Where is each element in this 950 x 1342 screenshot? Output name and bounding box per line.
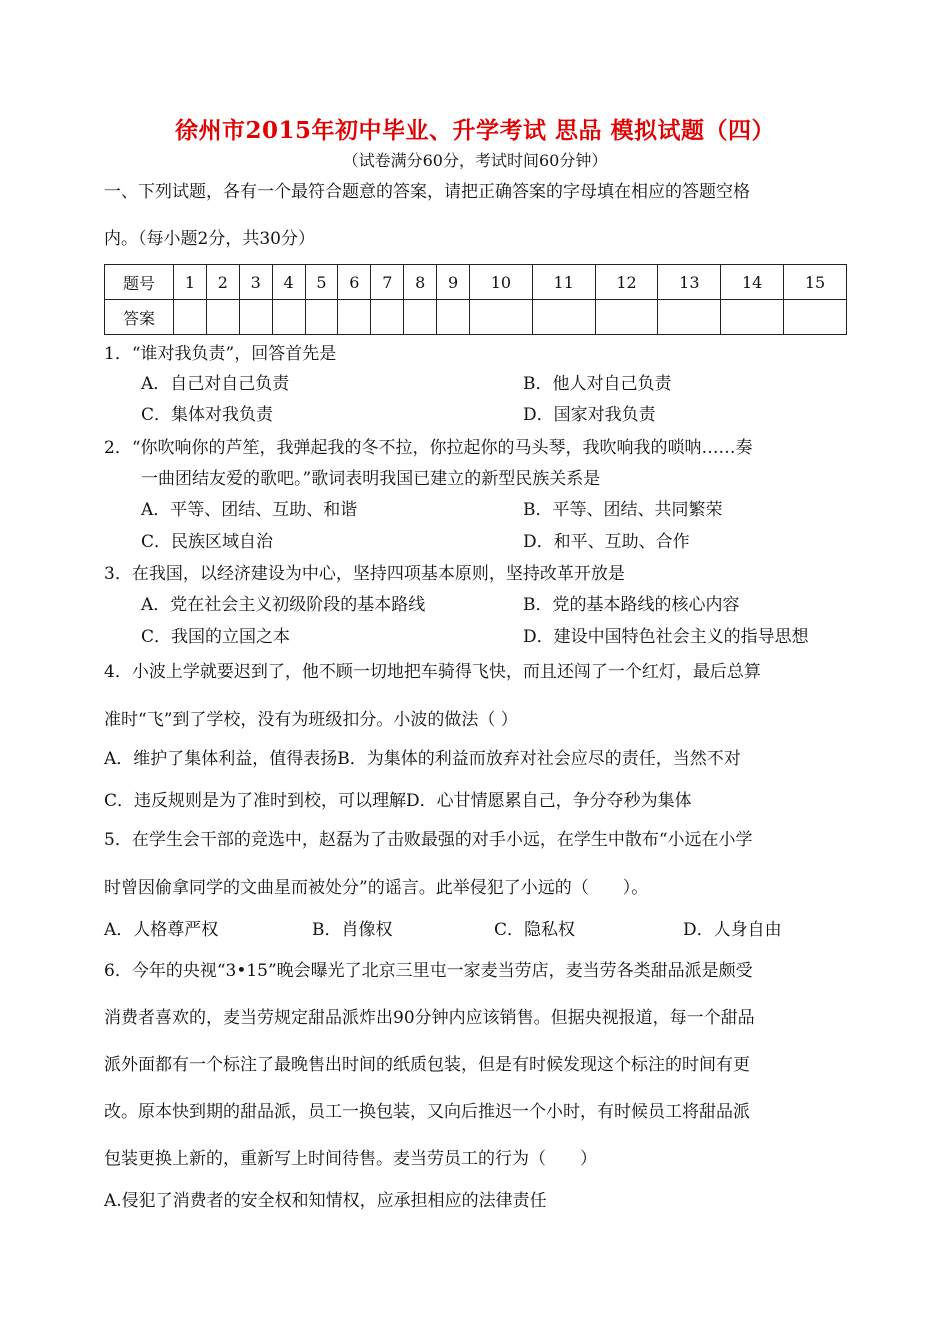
- q6-stem-line-2: 消费者喜欢的，麦当劳规定甜品派炸出90分钟内应该销售。但据央视报道，每一个甜品: [104, 1008, 755, 1028]
- answer-cell[interactable]: [532, 300, 595, 335]
- q3-stem: 3．在我国，以经济建设为中心，坚持四项基本原则，坚持改革开放是: [104, 564, 625, 584]
- answer-grid-number-row: [105, 265, 847, 300]
- answer-cell[interactable]: [239, 300, 272, 335]
- q4-stem-line-2: 准时“飞”到了学校，没有为班级扣分。小波的做法（ ）: [104, 710, 518, 730]
- q2-option-a: A．平等、团结、互助、和谐: [141, 500, 358, 520]
- question-number-cell: 15: [784, 265, 847, 300]
- question-number-cell: 14: [721, 265, 784, 300]
- question-number-cell: 9: [437, 265, 470, 300]
- answer-cell[interactable]: [595, 300, 658, 335]
- answer-cell[interactable]: [371, 300, 404, 335]
- question-number-cell: 12: [595, 265, 658, 300]
- question-number-cell: 5: [305, 265, 338, 300]
- q4-options-ab: A．维护了集体利益，值得表扬B．为集体的利益而放弃对社会应尽的责任，当然不对: [104, 749, 741, 769]
- answer-cell[interactable]: [338, 300, 371, 335]
- q2-option-b: B．平等、团结、共同繁荣: [523, 500, 723, 520]
- q1-option-c: C．集体对我负责: [141, 405, 274, 425]
- answer-cell[interactable]: [404, 300, 437, 335]
- q6-stem-line-1: 6．今年的央视“3•15”晚会曝光了北京三里屯一家麦当劳店，麦当劳各类甜品派是颇受: [104, 961, 753, 981]
- question-number-cell: 2: [206, 265, 239, 300]
- answer-cell[interactable]: [721, 300, 784, 335]
- question-number-cell: 6: [338, 265, 371, 300]
- page-title: 徐州市2015年初中毕业、升学考试 思品 模拟试题（四）: [174, 117, 776, 144]
- q2-stem-line-2: 一曲团结友爱的歌吧。”歌词表明我国已建立的新型民族关系是: [141, 469, 601, 489]
- q3-option-b: B．党的基本路线的核心内容: [523, 595, 740, 615]
- q4-stem-line-1: 4．小波上学就要迟到了，他不顾一切地把车骑得飞快，而且还闯了一个红灯，最后总算: [104, 662, 761, 682]
- q2-stem-line-1: 2．“你吹响你的芦笙，我弹起我的冬不拉，你拉起你的马头琴，我吹响我的唢呐……奏: [104, 438, 753, 458]
- q2-option-c: C．民族区域自治: [141, 532, 274, 552]
- answer-cell[interactable]: [470, 300, 533, 335]
- q2-option-d: D．和平、互助、合作: [523, 532, 690, 552]
- q6-option-a: A.侵犯了消费者的安全权和知情权，应承担相应的法律责任: [104, 1191, 547, 1211]
- q6-stem-line-3: 派外面都有一个标注了最晚售出时间的纸质包装，但是有时候发现这个标注的时间有更: [104, 1055, 750, 1075]
- answer-grid-answer-row: [105, 300, 847, 335]
- section-instruction-line-1: 一、下列试题，各有一个最符合题意的答案，请把正确答案的字母填在相应的答题空格: [104, 182, 750, 202]
- q1-option-d: D．国家对我负责: [523, 405, 656, 425]
- answer-cell[interactable]: [305, 300, 338, 335]
- q6-stem-line-5: 包装更换上新的，重新写上时间待售。麦当劳员工的行为（ ）: [104, 1149, 597, 1169]
- exam-subtitle: （试卷满分60分，考试时间60分钟）: [342, 151, 608, 170]
- q5-stem-line-2: 时曾因偷拿同学的文曲星而被处分”的谣言。此举侵犯了小远的（ ）。: [104, 878, 649, 898]
- q5-option-b: B．肖像权: [312, 920, 393, 940]
- question-number-cell: 4: [272, 265, 305, 300]
- q3-option-c: C．我国的立国之本: [141, 627, 291, 647]
- q3-option-a: A．党在社会主义初级阶段的基本路线: [141, 595, 426, 615]
- q1-option-a: A．自己对自己负责: [141, 374, 290, 394]
- q5-option-d: D．人身自由: [683, 920, 782, 940]
- q3-option-d: D．建设中国特色社会主义的指导思想: [523, 627, 809, 647]
- answer-cell[interactable]: [437, 300, 470, 335]
- section-instruction-line-2: 内。（每小题2分，共30分）: [104, 229, 315, 249]
- question-number-cell: 3: [239, 265, 272, 300]
- q5-option-a: A．人格尊严权: [104, 920, 219, 940]
- answer-cell[interactable]: [658, 300, 721, 335]
- answer-cell[interactable]: [174, 300, 207, 335]
- q4-options-cd: C．违反规则是为了准时到校，可以理解D．心甘情愿累自己，争分夺秒为集体: [104, 791, 692, 811]
- question-number-cell: 7: [371, 265, 404, 300]
- answer-grid: [104, 264, 847, 335]
- question-number-cell: 1: [174, 265, 207, 300]
- answer-cell[interactable]: [272, 300, 305, 335]
- answer-header-cell: 答案: [105, 300, 174, 335]
- answer-cell[interactable]: [206, 300, 239, 335]
- question-number-cell: 8: [404, 265, 437, 300]
- q1-option-b: B．他人对自己负责: [523, 374, 672, 394]
- q6-stem-line-4: 改。原本快到期的甜品派，员工一换包装，又向后推迟一个小时，有时候员工将甜品派: [104, 1102, 750, 1122]
- q5-option-c: C．隐私权: [494, 920, 576, 940]
- question-number-cell: 13: [658, 265, 721, 300]
- answer-cell[interactable]: [784, 300, 847, 335]
- question-number-cell: 11: [532, 265, 595, 300]
- q5-stem-line-1: 5．在学生会干部的竞选中，赵磊为了击败最强的对手小远，在学生中散布“小远在小学: [104, 830, 753, 850]
- question-number-cell: 10: [470, 265, 533, 300]
- number-header-cell: 题号: [105, 265, 174, 300]
- q1-stem: 1．“谁对我负责”，回答首先是: [104, 344, 337, 364]
